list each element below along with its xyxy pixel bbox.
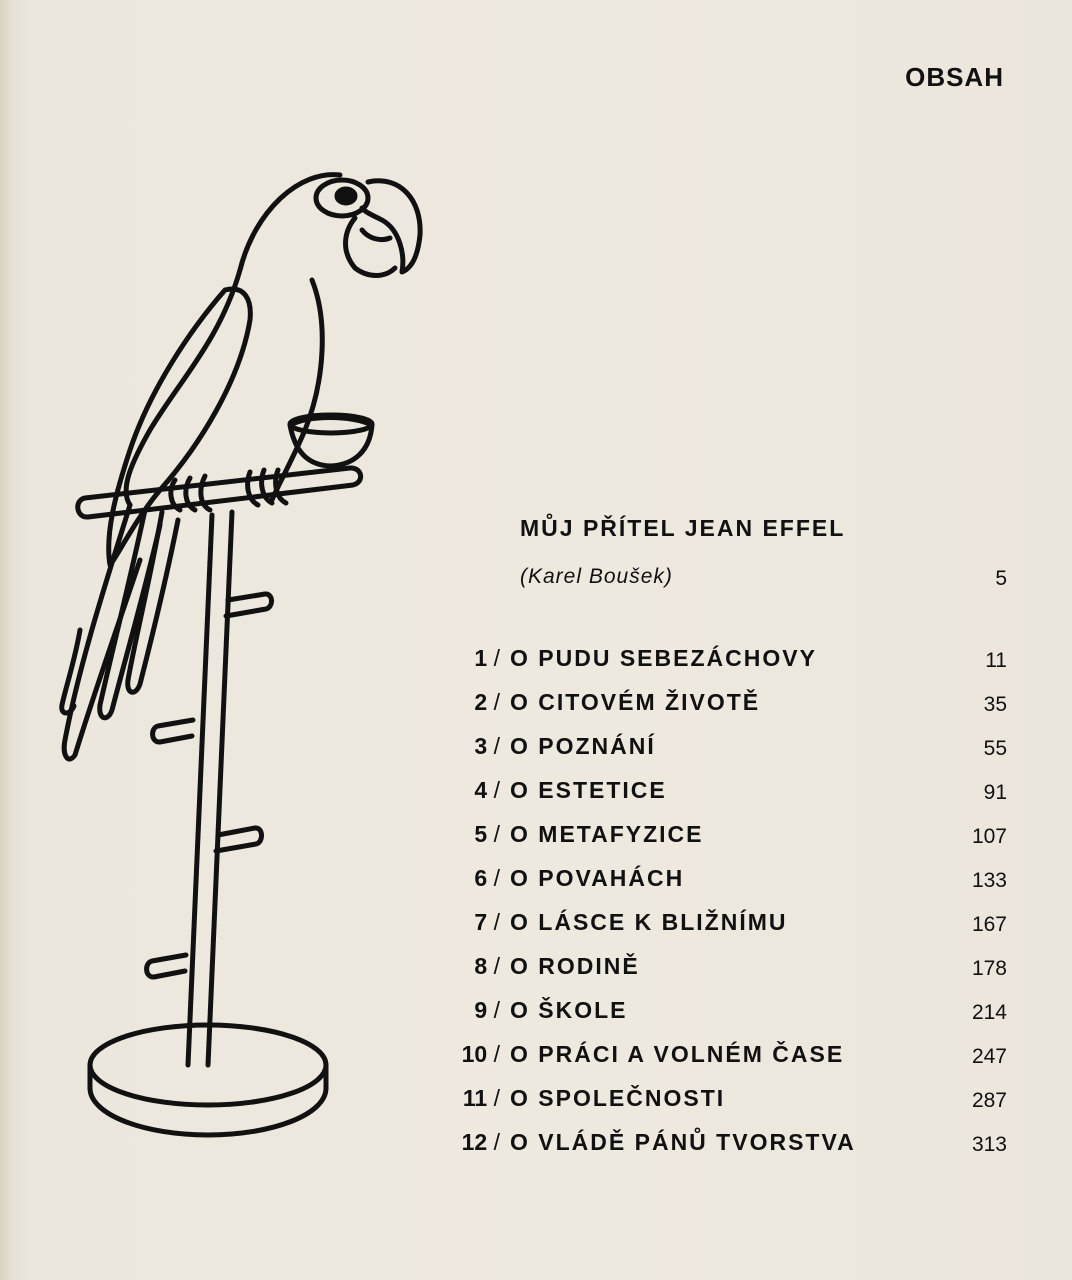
chapter-number: 6 / (474, 865, 500, 891)
chapter-page-number: 133 (971, 869, 1007, 892)
chapter-title: O PRÁCI A VOLNÉM ČASE (510, 1041, 845, 1067)
chapter-entry (440, 777, 1015, 821)
chapter-title: O POVAHÁCH (510, 865, 685, 891)
chapter-number: 4 / (474, 777, 500, 803)
preface-title: MŮJ PŘÍTEL JEAN EFFEL (520, 515, 846, 541)
chapter-number: 2 / (474, 689, 500, 715)
chapter-page-number: 91 (983, 781, 1007, 804)
chapter-title: O ESTETICE (510, 777, 667, 803)
chapter-title: O LÁSCE K BLIŽNÍMU (510, 909, 788, 935)
chapter-page-number: 287 (971, 1089, 1007, 1112)
preface-author: (Karel Boušek) (520, 565, 673, 588)
chapter-entry (440, 1085, 1015, 1129)
chapter-number: 8 / (474, 953, 500, 979)
chapter-page-number: 11 (985, 649, 1007, 672)
chapter-entry (440, 953, 1015, 997)
chapter-entry (440, 1129, 1015, 1173)
chapter-title: O POZNÁNÍ (510, 733, 656, 759)
chapter-page-number: 55 (983, 737, 1007, 760)
chapter-number: 7 / (474, 909, 500, 935)
page-heading: OBSAH (905, 62, 1004, 92)
chapter-entry (440, 821, 1015, 865)
chapter-entry (440, 733, 1015, 777)
chapter-title: O RODINĚ (510, 953, 640, 979)
preface-page-number: 5 (995, 567, 1007, 590)
chapter-number: 5 / (474, 821, 500, 847)
chapter-list (440, 645, 1015, 1173)
chapter-entry (440, 997, 1015, 1041)
chapter-number: 10 / (461, 1041, 500, 1067)
chapter-entry (440, 1041, 1015, 1085)
chapter-number: 12 / (461, 1129, 500, 1155)
chapter-page-number: 35 (983, 693, 1007, 716)
chapter-title: O PUDU SEBEZÁCHOVY (510, 645, 817, 671)
chapter-number: 1 / (474, 645, 500, 671)
chapter-title: O CITOVÉM ŽIVOTĚ (510, 689, 761, 715)
chapter-entry (440, 689, 1015, 733)
chapter-title: O ŠKOLE (510, 997, 628, 1023)
chapter-entry (440, 909, 1015, 953)
chapter-title: O METAFYZICE (510, 821, 704, 847)
chapter-title: O SPOLEČNOSTI (510, 1085, 726, 1111)
chapter-number: 11 / (462, 1085, 500, 1111)
chapter-entry (440, 645, 1015, 689)
chapter-entry (440, 865, 1015, 909)
chapter-page-number: 313 (971, 1133, 1007, 1156)
page-gutter (0, 0, 12, 1280)
chapter-page-number: 247 (971, 1045, 1007, 1068)
parrot-illustration (50, 160, 440, 1150)
chapter-number: 9 / (474, 997, 500, 1023)
chapter-page-number: 214 (971, 1001, 1007, 1024)
chapter-number: 3 / (474, 733, 500, 759)
chapter-page-number: 178 (971, 957, 1007, 980)
chapter-page-number: 167 (971, 913, 1007, 936)
chapter-page-number: 107 (971, 825, 1007, 848)
chapter-title: O VLÁDĚ PÁNŮ TVORSTVA (510, 1129, 856, 1155)
